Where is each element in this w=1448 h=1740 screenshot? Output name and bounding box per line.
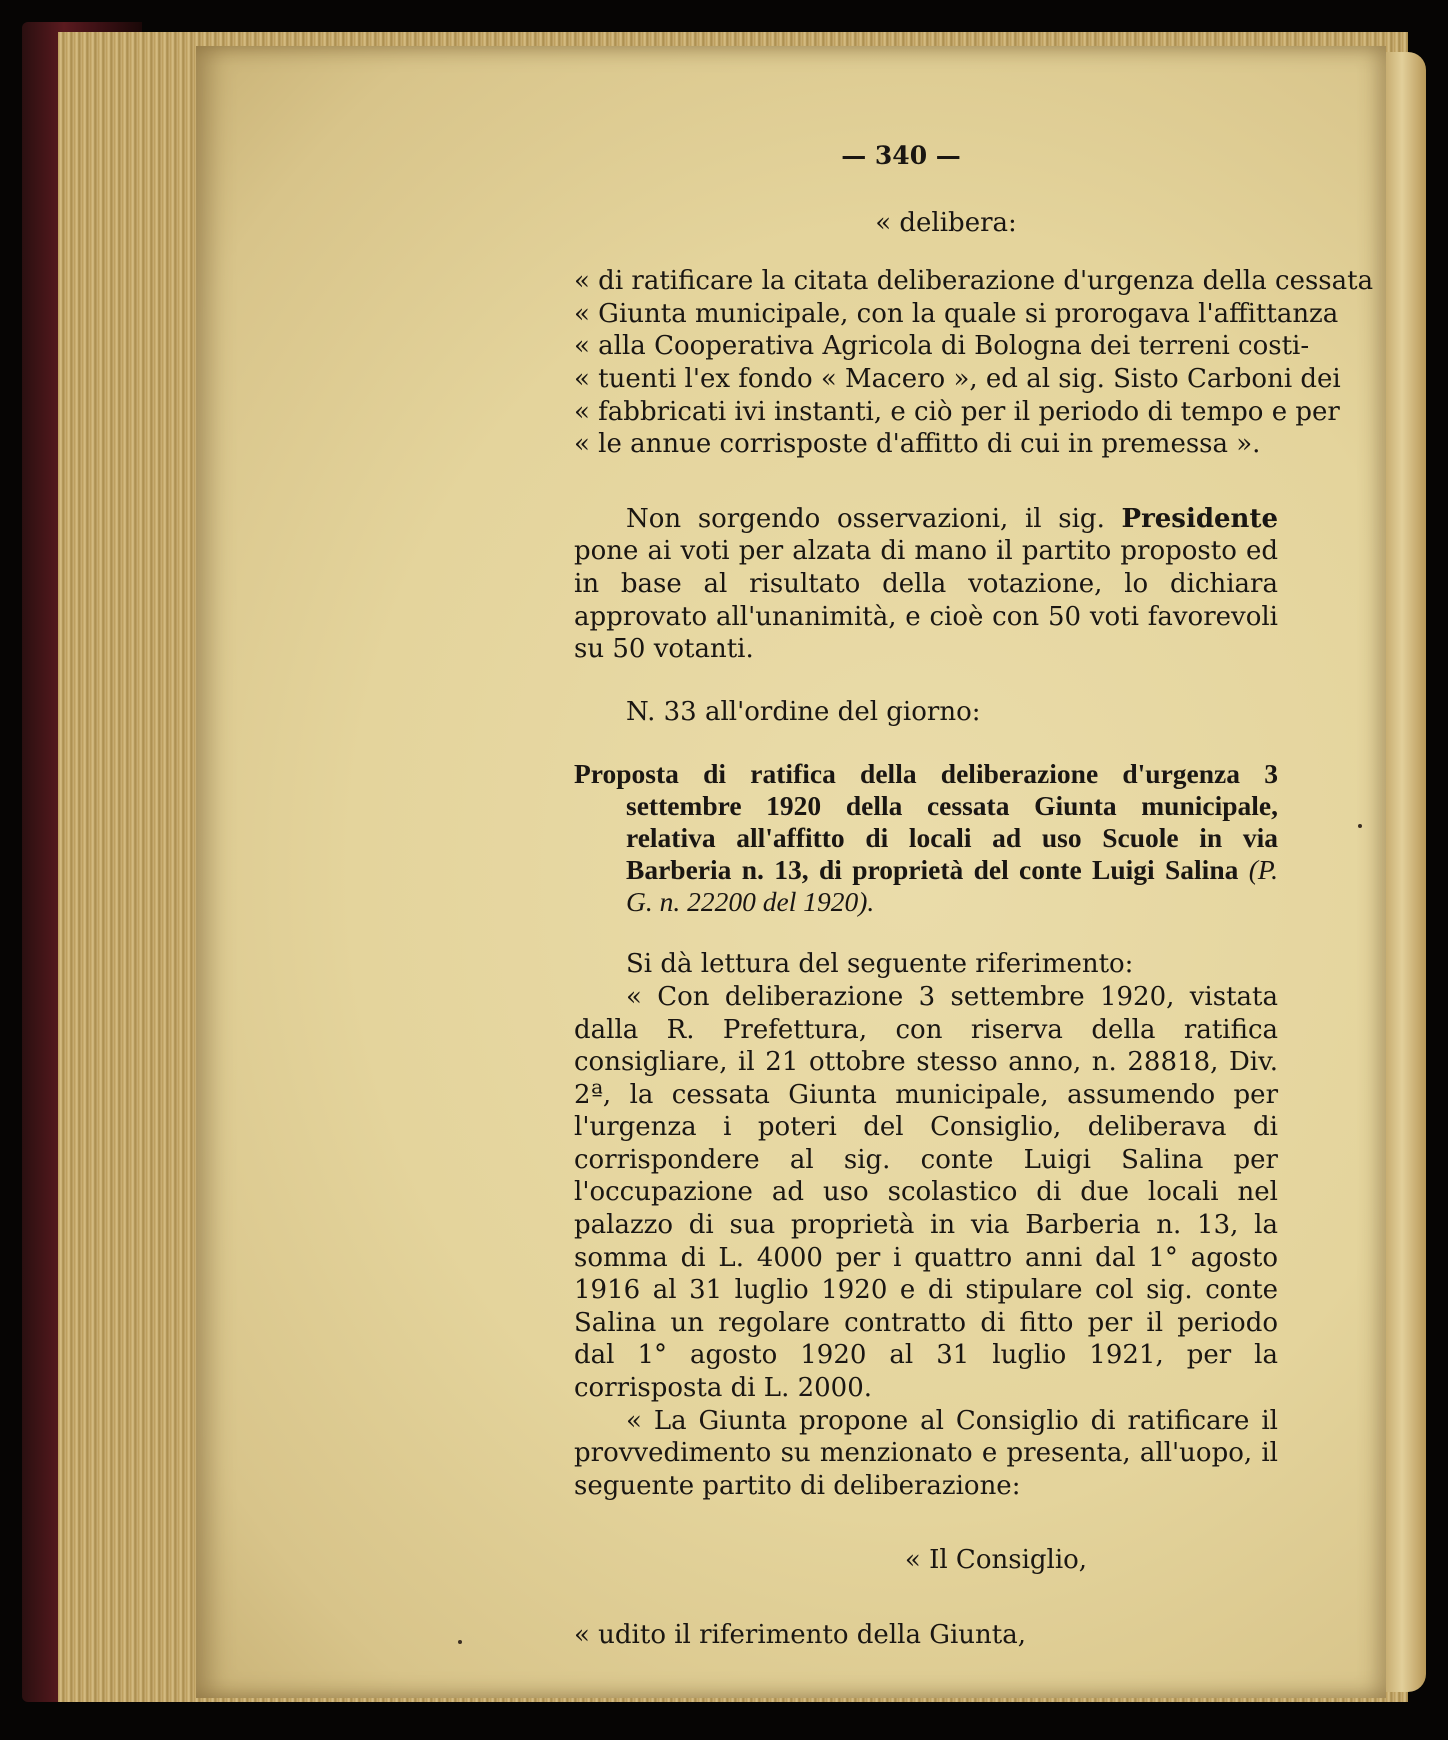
- presidente-label: Presidente: [1121, 503, 1278, 534]
- resolution-line: « Giunta municipale, con la quale si prorogava l'affittanza: [574, 298, 1339, 329]
- ink-speck: [458, 1640, 462, 1644]
- resolution-line: « alla Cooperativa Agricola di Bologna dei terreni costi-: [574, 331, 1310, 362]
- section-heading: [574, 758, 1278, 918]
- resolution-line: « di ratificare la citata deliberazione d'urgenza della cessata: [574, 266, 1374, 297]
- vote-paragraph: [574, 503, 1278, 666]
- consiglio-line: « Il Consiglio,: [904, 1545, 1088, 1576]
- reading-intro: Si dà lettura del seguente riferimento:: [626, 949, 1134, 980]
- udito-line: « udito il riferimento della Giunta,: [574, 1620, 1027, 1650]
- resolution-line: « fabbricati ivi instanti, e ciò per il periodo di tempo e per: [574, 396, 1340, 427]
- ink-speck: [1358, 824, 1362, 828]
- proposal-paragraph: « La Giunta propone al Consiglio di ratificare il provvedimento su menzionato e presenta, all'uopo, il seguente partito di deliberazione:: [574, 1405, 1278, 1501]
- report-paragraph: « Con deliberazione 3 settembre 1920, vistata dalla R. Prefettura, con riserva della ratifica consigliare, il 21 ottobre stesso anno, n. 28818, Div. 2ª, la cessata Giunta municipale, assumendo per l'urgenza i poteri del Consiglio, deliberava di corrispondere al sig. conte Luigi Salina per l'occupazione ad uso scolastico di due locali nel palazzo di sua proprietà in via Barberia n. 13, la somma di L. 4000 per i quattro anni dal 1° agosto 1916 al 31 luglio 1920 e di stipulare col sig. conte Salina un regolare contratto di fitto per il periodo dal 1° agosto 1920 al 31 luglio 1921, per la corrisposta di L. 2000.: [574, 981, 1278, 1404]
- agenda-item: N. 33 all'ordine del giorno:: [626, 696, 981, 727]
- resolution-line: « le annue corrisposte d'affitto di cui in premessa ».: [574, 429, 1261, 460]
- heading-reference: (P. G. n. 22200 del 1920).: [626, 854, 1279, 918]
- resolution-quote: [574, 265, 1374, 461]
- resolution-line: « tuenti l'ex fondo « Macero », ed al sig. Sisto Carboni dei: [574, 363, 1341, 394]
- heading-title: Proposta di ratifica della deliberazione d'urgenza 3 settembre 1920 della cessata Giunta municipale, relativa all'affitto di locali ad uso Scuole in via Barberia n. 13, di proprietà del conte Luigi Salina: [574, 758, 1278, 886]
- facing-page-edge: [1386, 52, 1426, 1692]
- delibera-label: « delibera:: [875, 207, 1017, 238]
- page-text: [574, 140, 1374, 1652]
- vote-text-before: Non sorgendo osservazioni, il sig.: [626, 503, 1122, 534]
- page-number: — 340 —: [841, 141, 961, 170]
- vote-text-after: pone ai voti per alzata di mano il partito proposto ed in base al risultato della votazione, lo dichiara approvato all'unanimità, e cioè con 50 voti favorevoli su 50 votanti.: [574, 536, 1278, 665]
